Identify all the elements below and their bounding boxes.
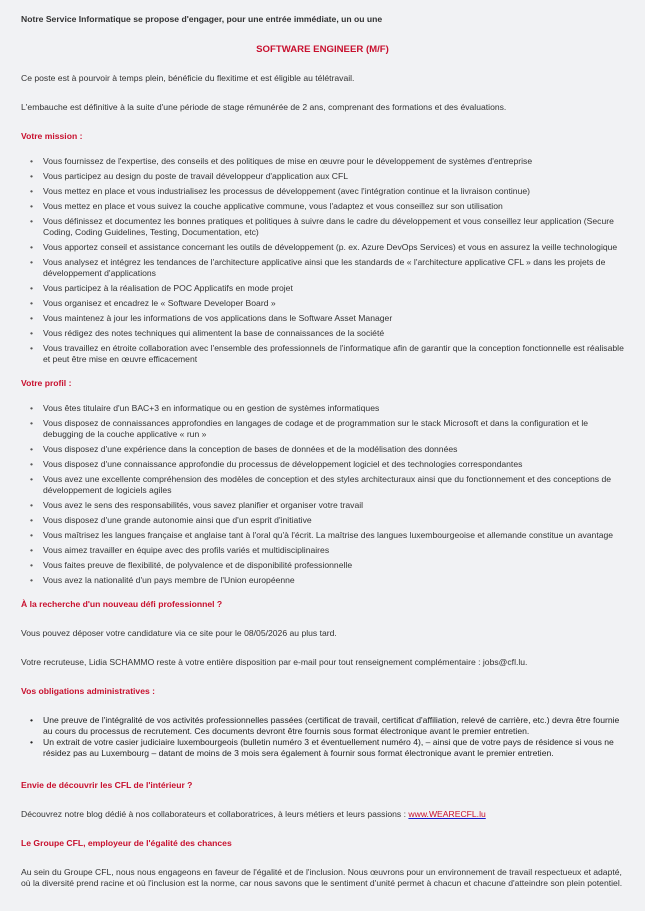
egalite-text: Au sein du Groupe CFL, nous nous engageons en faveur de l'égalité et de l'inclusion. Nous œuvrons pour un environnement de travail respectueux et adapté, où la diversité prend racine et où l'inclusion est la norme, car nous savons que le sentiment d'unité permet à chacun et chacune d'atteindre son plein potentiel. [21,867,623,888]
profil-list [21,403,624,586]
list-item: • Vous êtes titulaire d'un BAC+3 en informatique ou en gestion de systèmes informatiques [43,403,624,414]
list-item: • Vous participez au design du poste de travail développeur d'application aux CFL [43,171,624,182]
paragraph-embauche: L'embauche est définitive à la suite d'une période de stage rémunérée de 2 ans, comprenant des formations et des évaluations. [21,102,507,112]
obligations-heading: Vos obligations administratives : [21,686,156,696]
list-item: • Vous avez le sens des responsabilités, vous savez planifier et organiser votre travail [43,500,624,511]
list-item: • Une preuve de l'intégralité de vos activités professionnelles passées (certificat de travail, certificat d'affiliation, relevé de carrière, etc.) devra être fournie au cours du processus de recrutement. Ces documents devront être fournis sous format électronique avant le premier entretien. [43,715,624,737]
wearecfl-link[interactable]: www.WEARECFL.lu [408,809,486,819]
list-item: • Vous avez une excellente compréhension des modèles de conception et des styles architecturaux ainsi que du fonctionnement et des conceptions de développement de logiciels agiles [43,474,624,496]
job-title: SOFTWARE ENGINEER (M/F) [256,44,389,55]
list-item: • Un extrait de votre casier judiciaire luxembourgeois (bulletin numéro 3 et éventuellement numéro 4), – ainsi que de votre pays de résidence si vous ne résidez pas au Luxembourg – datant de moins de 3 mois sera également à fournir sous format électronique avant le premier entretien. [43,737,624,759]
list-item: • Vous disposez d'une connaissance approfondie du processus de développement logiciel et des technologies correspondantes [43,459,624,470]
list-item: • Vous fournissez de l'expertise, des conseils et des politiques de mise en œuvre pour le développement de systèmes d'entreprise [43,156,624,167]
list-item: • Vous définissez et documentez les bonnes pratiques et politiques à suivre dans le cadre du développement et vous conseillez leur application (Secure Coding, Coding Guidelines, Testing, Documentation, etc) [43,216,624,238]
list-item: • Vous mettez en place et vous industrialisez les processus de développement (avec l'intégration continue et la livraison continue) [43,186,624,197]
list-item: • Vous disposez de connaissances approfondies en langages de codage et de programmation sur le stack Microsoft et dans la configuration et le debugging de la couche applicative « run » [43,418,624,440]
list-item: • Vous aimez travailler en équipe avec des profils variés et multidisciplinaires [43,545,624,556]
list-item: • Vous analysez et intégrez les tendances de l'architecture applicative ainsi que les standards de « l'architecture applicative CFL » dans les projets de développement d'applications [43,257,624,279]
blog-description: Découvrez notre blog dédié à nos collaborateurs et collaboratrices, à leurs métiers et leurs passions : [21,809,409,819]
list-item: • Vous avez la nationalité d'un pays membre de l'Union européenne [43,575,624,586]
list-item: • Vous disposez d'une expérience dans la conception de bases de données et de la modélisation des données [43,444,624,455]
egalite-heading: Le Groupe CFL, employeur de l'égalité des chances [21,838,232,848]
list-item: • Vous mettez en place et vous suivez la couche applicative commune, vous l'adaptez et vous conseillez sur son utilisation [43,201,624,212]
intro-text: Notre Service Informatique se propose d'engager, pour une entrée immédiate, un ou une [21,14,383,24]
list-item: • Vous apportez conseil et assistance concernant les outils de développement (p. ex. Azure DevOps Services) et vous en assurez la veille technologique [43,242,624,253]
blog-text [21,809,624,820]
recruiter-contact-text: Votre recruteuse, Lidia SCHAMMO reste à votre entière disposition par e-mail pour tout renseignement complémentaire : jobs@cfl.lu. [21,657,528,667]
list-item: • Vous travaillez en étroite collaboration avec l'ensemble des professionnels de l'informatique afin de garantir que la conception fonctionnelle est réalisable et peut être mise en œuvre efficacement [43,343,624,365]
defi-heading: À la recherche d'un nouveau défi professionnel ? [21,599,223,609]
paragraph-temps-plein: Ce poste est à pourvoir à temps plein, bénéficie du flexitime et est éligible au télétravail. [21,73,355,83]
obligations-list [21,715,624,759]
candidature-deadline-text: Vous pouvez déposer votre candidature via ce site pour le 08/05/2026 au plus tard. [21,628,337,638]
blog-heading: Envie de découvrir les CFL de l'intérieur ? [21,780,193,790]
mission-list [21,156,624,365]
list-item: • Vous faites preuve de flexibilité, de polyvalence et de disponibilité professionnelle [43,560,624,571]
mission-heading: Votre mission : [21,131,83,141]
profil-heading: Votre profil : [21,378,72,388]
list-item: • Vous rédigez des notes techniques qui alimentent la base de connaissances de la société [43,328,624,339]
list-item: • Vous disposez d'une grande autonomie ainsi que d'un esprit d'initiative [43,515,624,526]
list-item: • Vous organisez et encadrez le « Software Developer Board » [43,298,624,309]
list-item: • Vous maintenez à jour les informations de vos applications dans le Software Asset Manager [43,313,624,324]
list-item: • Vous participez à la réalisation de POC Applicatifs en mode projet [43,283,624,294]
list-item: • Vous maîtrisez les langues française et anglaise tant à l'oral qu'à l'écrit. La maîtrise des langues luxembourgeoise et allemande constitue un avantage [43,530,624,541]
